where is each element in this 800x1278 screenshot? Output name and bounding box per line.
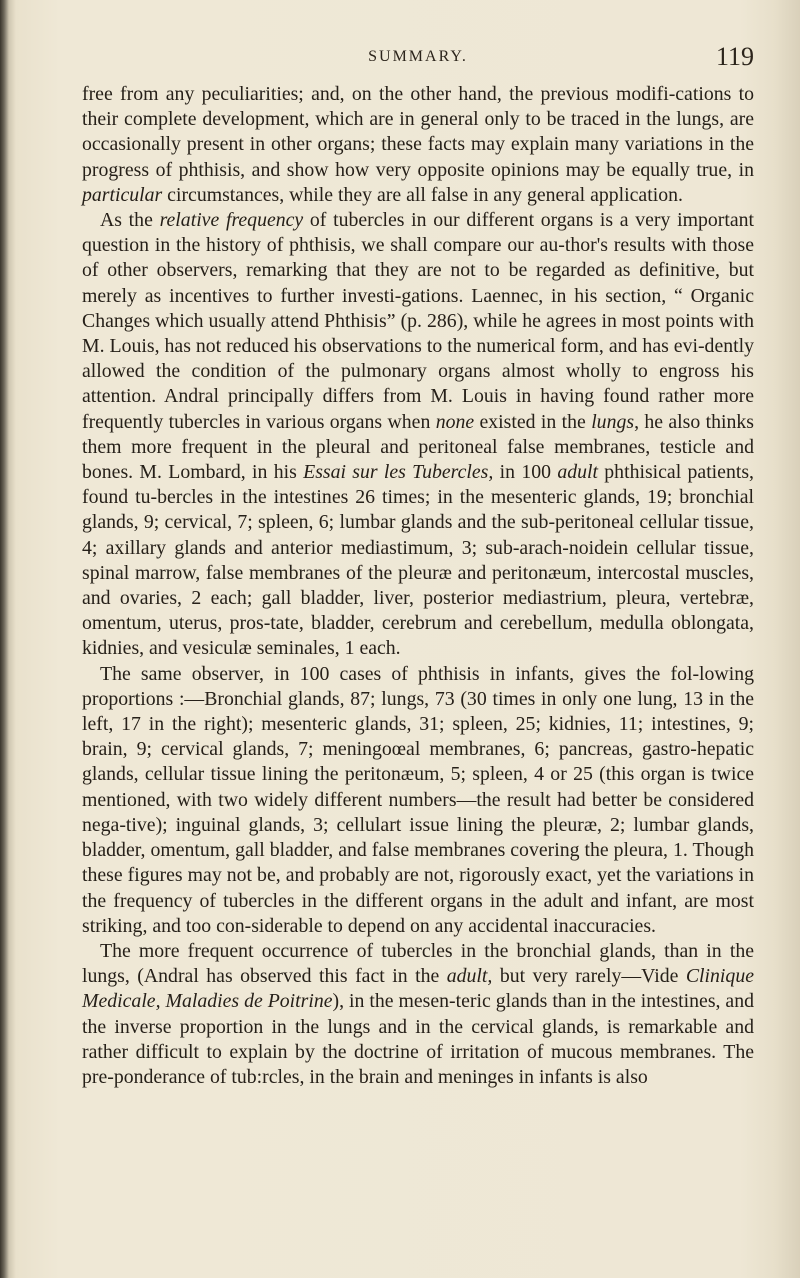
italic-text: none (435, 410, 475, 433)
italic-text: relative frequency (159, 209, 304, 232)
running-head (82, 42, 754, 82)
running-head-title: SUMMARY. (368, 48, 468, 65)
italic-text: adult (557, 461, 598, 484)
italic-text: adult, (446, 965, 493, 988)
italic-text: particular (82, 183, 163, 206)
text-run: of tubercles in our different organs is a very important question in the history of phthisis, we shall compare our au-thor's results with those of other observers, remarking that they are not to be regarded as definitive, but merely as incentives to further investi-gations. Laennec, in his section, “ Organic Changes which usually attend Phthisis” (p. 286), while he agrees in most points with M. Louis, has not reduced his observations to the numerical form, and has evi-dently allowed the condition of the pulmonary organs almost wholly to engross his attention. Andral principally differs from M. Louis in having found rather more frequently tubercles in various organs when (82, 209, 754, 433)
page-number: 119 (715, 42, 754, 71)
text-run: existed in the (474, 410, 592, 433)
paragraph (82, 939, 754, 1090)
text-run: but very rarely—Vide (492, 965, 686, 988)
paragraph (82, 662, 754, 939)
text-run: free from any peculiarities; and, on the other hand, the previous modifi-cations to their complete development, which are in general only to be traced in the lungs, are occasionally present in other organs; these facts may explain many variations in the progress of phthisis, and show how very opposite opinions may be equally true, in (82, 83, 754, 181)
italic-text: lungs (591, 410, 635, 433)
paragraph (82, 208, 754, 662)
italic-text: Clinique Medicale, Maladies de Poitrine (82, 965, 754, 1013)
text-run: As the (100, 209, 160, 232)
text-run: ), in the mesen-teric glands than in the intestines, and the inverse proportion in the lungs and in the cervical glands, is remarkable and rather difficult to explain by the doctrine of irritation of mucous membranes. The pre-ponderance of tub:rcles, in the brain and meninges in infants is also (82, 990, 754, 1088)
text-run: , he also thinks them more frequent in the pleural and peritoneal false membranes, testicle and bones. M. Lombard, in his (82, 410, 754, 484)
italic-text: Essai sur les Tubercles, (303, 461, 494, 484)
text-run: in 100 (493, 461, 558, 484)
text-run: The more frequent occurrence of tubercles in the bronchial glands, than in the lungs, (Andral has observed this fact in the (82, 939, 754, 988)
text-run: circumstances, while they are all false in any general application. (162, 183, 683, 206)
body-text (82, 82, 754, 1090)
paragraph (82, 82, 754, 208)
book-page (82, 42, 754, 1090)
text-run: The same observer, in 100 cases of phthisis in infants, gives the fol-lowing proportions :—Bronchial glands, 87; lungs, 73 (30 times in only one lung, 13 in the left, 17 in the right); mesenteric glands, 31; spleen, 25; kidnies, 11; intestines, 9; brain, 9; cervical glands, 7; meningoœal membranes, 6; pancreas, gastro-hepatic glands, cellular tissue lining the peritonæum, 5; spleen, 4 or 25 (this organ is twice mentioned, with two widely different numbers—the result had better be considered nega-tive); inguinal glands, 3; cellulart issue lining the pleuræ, 2; lumbar glands, bladder, omentum, gall bladder, and false membranes covering the pleura, 1. Though these figures may not be, and probably are not, rigorously exact, yet the variations in the frequency of tubercles in the different organs in the adult and infant, are most striking, and too con-siderable to depend on any accidental inaccuracies. (82, 662, 754, 937)
text-run: phthisical patients, found tu-bercles in the intestines 26 times; in the mesenteric glands, 19; bronchial glands, 9; cervical, 7; spleen, 6; lumbar glands and the sub-peritoneal cellular tissue, 4; axillary glands and anterior mediastimum, 3; sub-arach-noidein cellular tissue, spinal marrow, false membranes of the pleuræ and peritonæum, intercostal muscles, and ovaries, 2 each; gall bladder, liver, posterior mediastrium, pleura, vertebræ, omentum, uterus, pros-tate, bladder, cerebrum and cerebellum, medulla oblongata, kidnies, and vesiculæ seminales, 1 each. (82, 461, 754, 660)
